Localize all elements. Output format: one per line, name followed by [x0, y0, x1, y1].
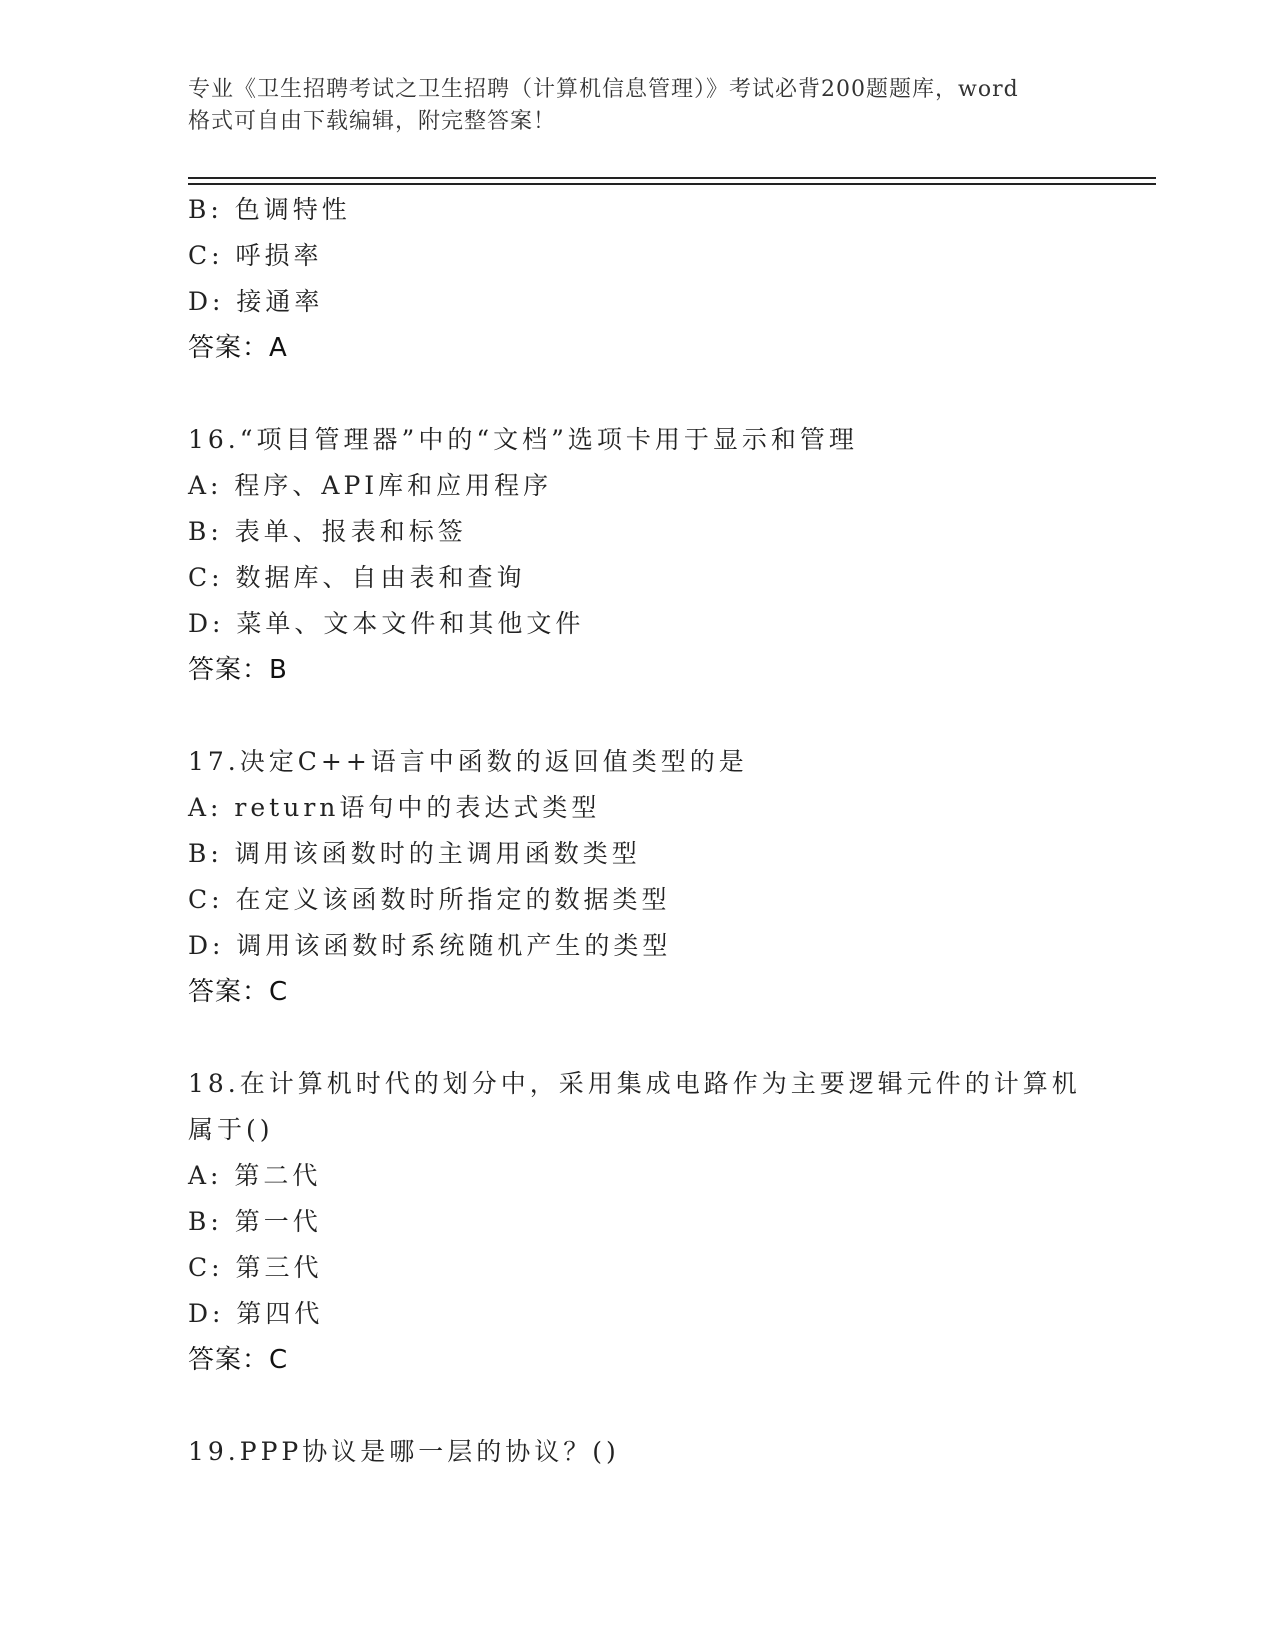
question-stem: 17.决定C++语言中函数的返回值类型的是 — [188, 747, 748, 776]
question-stem: 16.“项目管理器”中的“文档”选项卡用于显示和管理 — [188, 425, 858, 454]
option-a: A: 第二代 — [188, 1161, 322, 1190]
option-d: D: 菜单、文本文件和其他文件 — [188, 609, 585, 638]
answer-line: 答案：C — [188, 977, 289, 1007]
option-b: B: 色调特性 — [188, 195, 351, 224]
option-c: C: 第三代 — [188, 1253, 323, 1282]
option-c: C: 数据库、自由表和查询 — [188, 563, 526, 592]
answer-line: 答案：C — [188, 1345, 289, 1375]
spacer — [188, 693, 1088, 739]
answer-line: 答案：A — [188, 333, 288, 363]
header-rule-top — [188, 177, 1156, 179]
question-16 — [188, 417, 1088, 693]
option-c: C: 在定义该函数时所指定的数据类型 — [188, 885, 671, 914]
question-19 — [188, 1429, 1088, 1475]
question-15-continued — [188, 187, 1088, 371]
option-b: B: 表单、报表和标签 — [188, 517, 467, 546]
question-stem-continued: 属于() — [188, 1115, 274, 1144]
spacer — [188, 1383, 1088, 1429]
header-line-2: 格式可自由下载编辑，附完整答案！ — [188, 109, 557, 134]
spacer — [188, 371, 1088, 417]
document-body — [188, 187, 1088, 1475]
header-line-1: 专业《卫生招聘考试之卫生招聘（计算机信息管理）》考试必背200题题库，word — [188, 77, 1019, 102]
document-header — [188, 74, 1088, 138]
answer-line: 答案：B — [188, 655, 288, 685]
header-rule-bottom — [188, 183, 1156, 185]
question-18 — [188, 1061, 1088, 1383]
question-stem: 19.PPP协议是哪一层的协议？() — [188, 1437, 620, 1466]
option-d: D: 接通率 — [188, 287, 324, 316]
option-b: B: 调用该函数时的主调用函数类型 — [188, 839, 641, 868]
question-17 — [188, 739, 1088, 1015]
option-c: C: 呼损率 — [188, 241, 323, 270]
option-d: D: 第四代 — [188, 1299, 324, 1328]
option-a: A: return语句中的表达式类型 — [188, 793, 601, 822]
question-stem: 18.在计算机时代的划分中，采用集成电路作为主要逻辑元件的计算机 — [188, 1069, 1081, 1098]
spacer — [188, 1015, 1088, 1061]
option-b: B: 第一代 — [188, 1207, 322, 1236]
option-a: A: 程序、API库和应用程序 — [188, 471, 553, 500]
option-d: D: 调用该函数时系统随机产生的类型 — [188, 931, 672, 960]
